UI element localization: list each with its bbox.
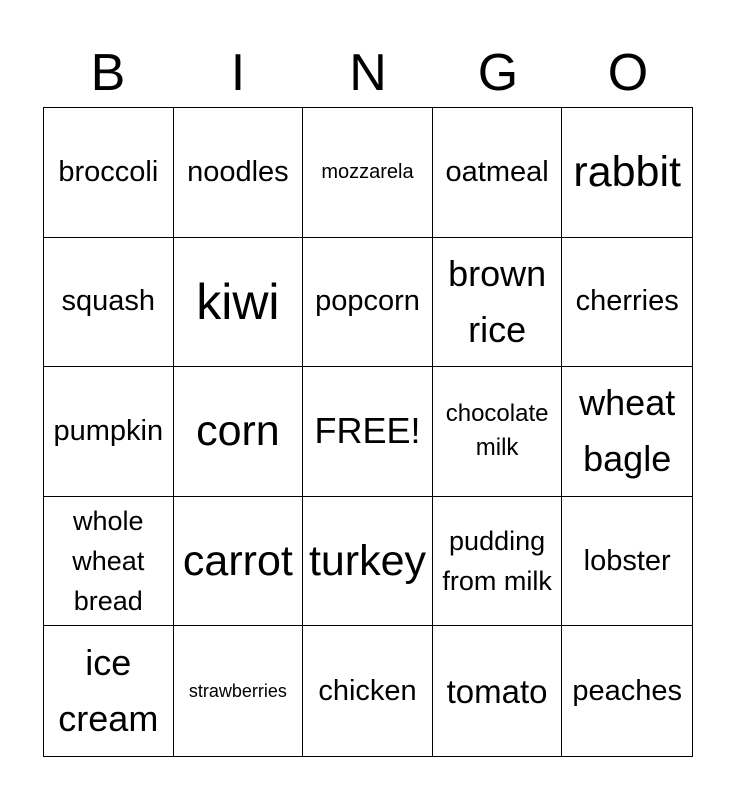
cell-label: pumpkin xyxy=(53,414,164,447)
bingo-cell-r4c4[interactable] xyxy=(433,497,563,627)
cell-label: brown rice xyxy=(448,252,547,350)
bingo-cell-r5c5[interactable] xyxy=(562,626,692,756)
bingo-cell-r2c3[interactable] xyxy=(303,238,433,368)
cell-label: pudding from milk xyxy=(442,526,552,597)
free-space-label: FREE! xyxy=(314,410,421,452)
bingo-cell-r2c1[interactable] xyxy=(44,238,174,368)
cell-label: rabbit xyxy=(573,148,681,197)
bingo-cell-r3c5[interactable] xyxy=(562,367,692,497)
cell-label: popcorn xyxy=(315,285,420,318)
bingo-cell-r3c2[interactable] xyxy=(174,367,304,497)
cell-label: chicken xyxy=(318,674,417,707)
cell-label: squash xyxy=(61,285,156,318)
header-letter-b: B xyxy=(90,44,126,102)
header-letter-n: N xyxy=(349,44,387,102)
cell-label: lobster xyxy=(583,544,671,577)
cell-label: oatmeal xyxy=(445,155,549,188)
cell-label: corn xyxy=(196,407,280,456)
bingo-cell-r3c3-free[interactable] xyxy=(303,367,433,497)
cell-label: wheat bagle xyxy=(579,382,676,480)
cell-label: mozzarela xyxy=(321,161,414,184)
cell-label: turkey xyxy=(308,537,427,586)
bingo-cell-r2c4[interactable] xyxy=(433,238,563,368)
bingo-cell-r4c2[interactable] xyxy=(174,497,304,627)
cell-label: ice cream xyxy=(58,642,159,740)
bingo-cell-r5c2[interactable] xyxy=(174,626,304,756)
bingo-cell-r4c5[interactable] xyxy=(562,497,692,627)
bingo-cell-r1c5[interactable] xyxy=(562,108,692,238)
header-letter-i: I xyxy=(230,44,246,102)
bingo-header xyxy=(43,40,693,106)
cell-label: broccoli xyxy=(58,155,159,188)
bingo-cell-r3c4[interactable] xyxy=(433,367,563,497)
cell-label: carrot xyxy=(182,537,293,586)
cell-label: strawberries xyxy=(188,681,287,702)
bingo-cell-r1c4[interactable] xyxy=(433,108,563,238)
bingo-cell-r3c1[interactable] xyxy=(44,367,174,497)
cell-label: peaches xyxy=(572,674,683,707)
bingo-cell-r2c2[interactable] xyxy=(174,238,304,368)
bingo-cell-r1c3[interactable] xyxy=(303,108,433,238)
bingo-cell-r1c1[interactable] xyxy=(44,108,174,238)
cell-label: cherries xyxy=(575,285,679,318)
bingo-cell-r5c4[interactable] xyxy=(433,626,563,756)
bingo-cell-r4c1[interactable] xyxy=(44,497,174,627)
bingo-cell-r5c1[interactable] xyxy=(44,626,174,756)
cell-label: kiwi xyxy=(196,273,280,330)
bingo-cell-r1c2[interactable] xyxy=(174,108,304,238)
bingo-cell-r2c5[interactable] xyxy=(562,238,692,368)
header-letter-o: O xyxy=(607,44,649,102)
header-letter-g: G xyxy=(477,44,519,102)
bingo-cell-r5c3[interactable] xyxy=(303,626,433,756)
bingo-cell-r4c3[interactable] xyxy=(303,497,433,627)
cell-label: noodles xyxy=(187,155,289,188)
cell-label: whole wheat bread xyxy=(72,506,145,617)
cell-label: tomato xyxy=(446,672,548,710)
bingo-board xyxy=(43,107,693,757)
cell-label: chocolate milk xyxy=(445,400,549,462)
